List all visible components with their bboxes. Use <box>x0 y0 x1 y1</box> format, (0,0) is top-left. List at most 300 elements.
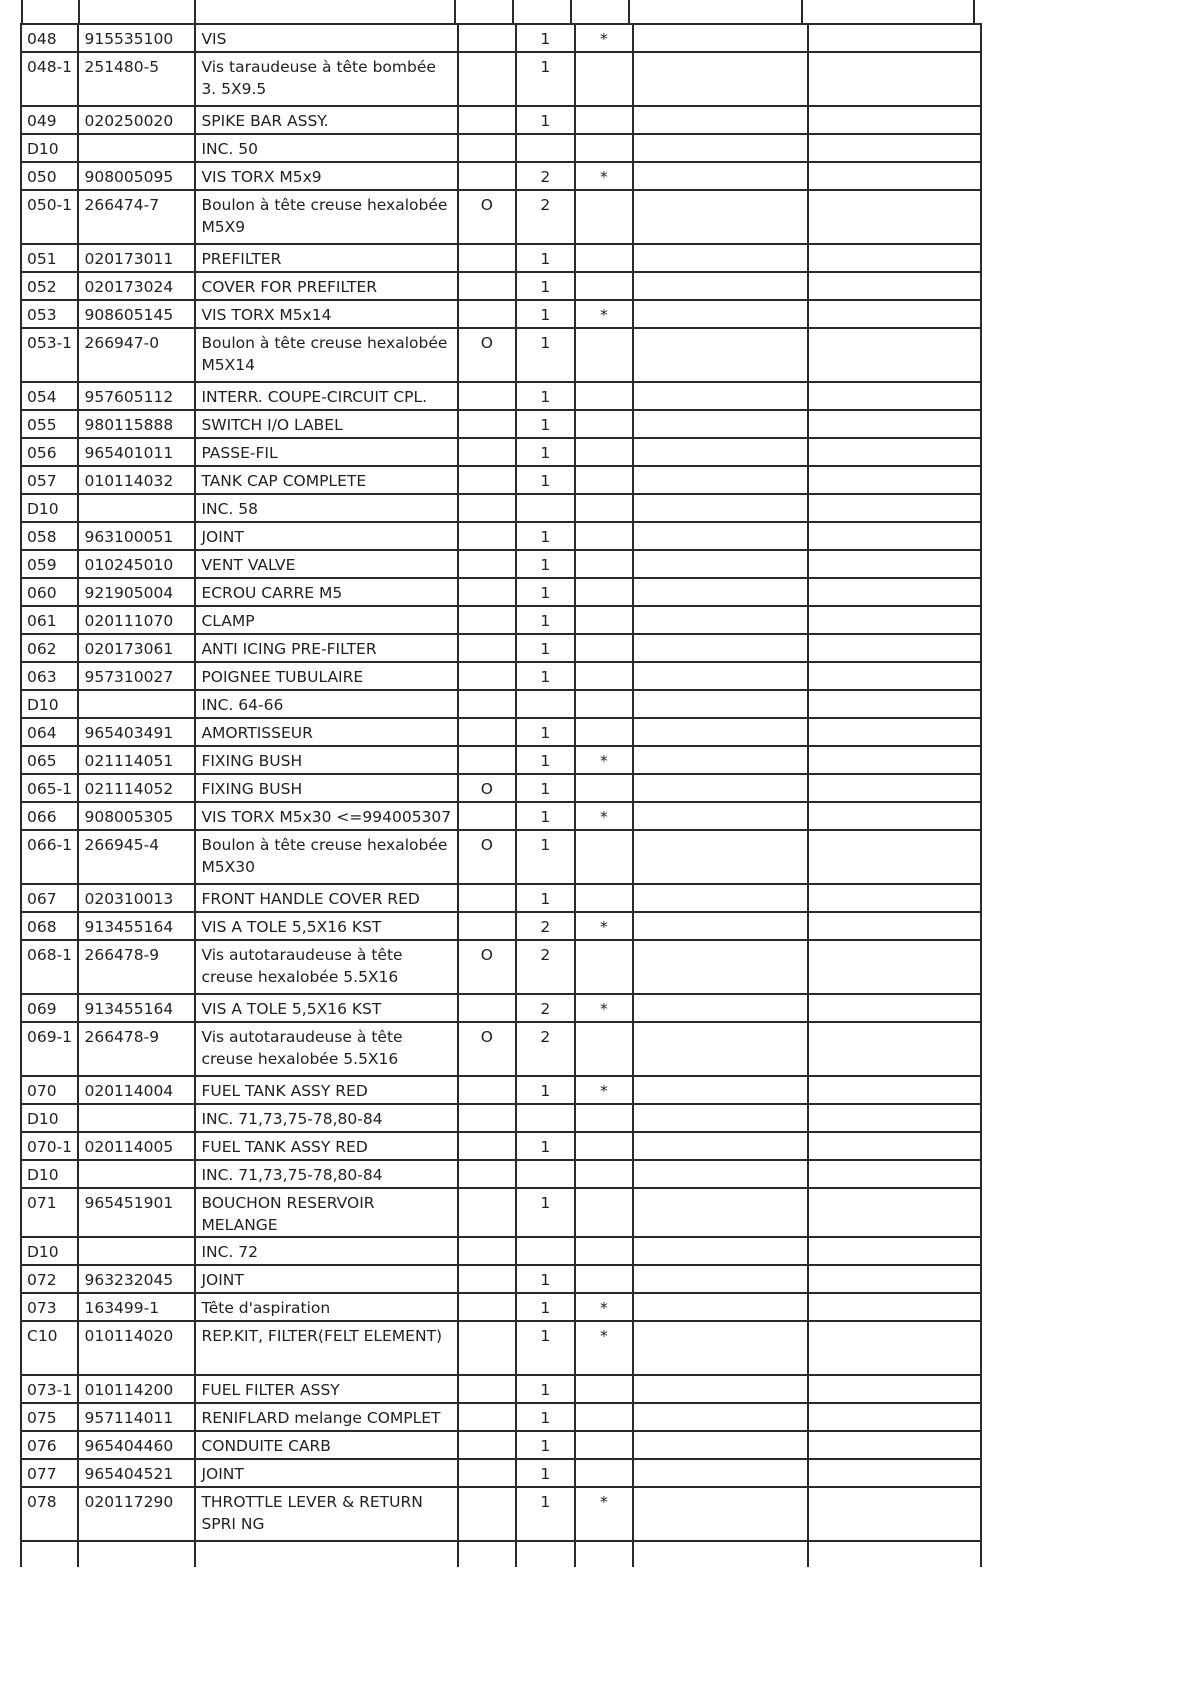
marker-cell <box>575 1459 633 1487</box>
description-cell: Boulon à tête creuse hexalobée M5X30 <box>195 830 457 884</box>
description-cell: FUEL FILTER ASSY <box>195 1375 457 1403</box>
marker-cell: * <box>575 912 633 940</box>
empty-cell <box>633 1321 807 1375</box>
marker-cell <box>575 328 633 382</box>
table-top-rule <box>570 0 572 23</box>
part-number-cell: 020117290 <box>78 1487 195 1541</box>
description-cell: FUEL TANK ASSY RED <box>195 1076 457 1104</box>
empty-cell <box>808 1188 981 1237</box>
option-cell <box>458 410 516 438</box>
empty-cell <box>808 1132 981 1160</box>
description-cell: Vis autotaraudeuse à tête creuse hexalobée 5.5X16 <box>195 940 457 994</box>
description-cell: INTERR. COUPE-CIRCUIT CPL. <box>195 382 457 410</box>
description-cell: VIS A TOLE 5,5X16 KST <box>195 994 457 1022</box>
part-number-cell: 908605145 <box>78 300 195 328</box>
quantity-cell: 1 <box>516 550 574 578</box>
table-row <box>21 300 981 328</box>
option-cell <box>458 912 516 940</box>
table-top-rule <box>801 0 803 23</box>
marker-cell <box>575 690 633 718</box>
empty-cell <box>633 1188 807 1237</box>
option-cell <box>458 522 516 550</box>
empty-cell <box>808 1487 981 1541</box>
empty-cell <box>808 746 981 774</box>
table-row <box>21 690 981 718</box>
option-cell <box>458 466 516 494</box>
table-row <box>21 466 981 494</box>
empty-cell <box>633 550 807 578</box>
description-cell: ECROU CARRE M5 <box>195 578 457 606</box>
table-row <box>21 134 981 162</box>
empty-cell <box>78 1541 195 1567</box>
table-row <box>21 1132 981 1160</box>
marker-cell <box>575 134 633 162</box>
empty-cell <box>808 52 981 106</box>
empty-cell <box>633 52 807 106</box>
empty-cell <box>808 300 981 328</box>
empty-cell <box>808 1104 981 1132</box>
option-cell <box>458 1459 516 1487</box>
marker-cell <box>575 1375 633 1403</box>
marker-cell <box>575 774 633 802</box>
part-number-cell: 020310013 <box>78 884 195 912</box>
option-cell <box>458 994 516 1022</box>
description-cell: SWITCH I/O LABEL <box>195 410 457 438</box>
quantity-cell: 1 <box>516 106 574 134</box>
quantity-cell: 1 <box>516 884 574 912</box>
empty-cell <box>633 1022 807 1076</box>
part-number-cell <box>78 1160 195 1188</box>
ref-cell: 058 <box>21 522 78 550</box>
ref-cell: D10 <box>21 1237 78 1265</box>
ref-cell: 048-1 <box>21 52 78 106</box>
option-cell <box>458 382 516 410</box>
table-row <box>21 774 981 802</box>
description-cell: PREFILTER <box>195 244 457 272</box>
part-number-cell: 010114200 <box>78 1375 195 1403</box>
description-cell: Vis autotaraudeuse à tête creuse hexalobée 5.5X16 <box>195 1022 457 1076</box>
ref-cell: 066-1 <box>21 830 78 884</box>
quantity-cell: 1 <box>516 328 574 382</box>
table-row <box>21 1022 981 1076</box>
table-row <box>21 550 981 578</box>
part-number-cell: 020250020 <box>78 106 195 134</box>
empty-cell <box>808 522 981 550</box>
empty-cell <box>808 1321 981 1375</box>
part-number-cell: 908005305 <box>78 802 195 830</box>
description-cell: FUEL TANK ASSY RED <box>195 1132 457 1160</box>
empty-cell <box>633 830 807 884</box>
description-cell: Boulon à tête creuse hexalobée M5X9 <box>195 190 457 244</box>
table-top-rule <box>454 0 456 23</box>
empty-cell <box>808 578 981 606</box>
marker-cell: * <box>575 24 633 52</box>
quantity-cell: 1 <box>516 1431 574 1459</box>
part-number-cell: 020111070 <box>78 606 195 634</box>
parts-list-sheet <box>20 23 982 1567</box>
empty-cell <box>633 1541 807 1567</box>
description-cell: INC. 50 <box>195 134 457 162</box>
description-cell: SPIKE BAR ASSY. <box>195 106 457 134</box>
description-cell: Boulon à tête creuse hexalobée M5X14 <box>195 328 457 382</box>
option-cell <box>458 24 516 52</box>
empty-cell <box>633 606 807 634</box>
empty-cell <box>808 190 981 244</box>
table-row <box>21 52 981 106</box>
quantity-cell: 1 <box>516 634 574 662</box>
quantity-cell: 1 <box>516 410 574 438</box>
table-row <box>21 1487 981 1541</box>
empty-cell <box>808 1293 981 1321</box>
marker-cell: * <box>575 746 633 774</box>
empty-cell <box>458 1541 516 1567</box>
description-cell: VENT VALVE <box>195 550 457 578</box>
option-cell <box>458 884 516 912</box>
description-cell: VIS TORX M5x30 <=994005307 <box>195 802 457 830</box>
marker-cell <box>575 1237 633 1265</box>
ref-cell: 056 <box>21 438 78 466</box>
description-cell: ANTI ICING PRE-FILTER <box>195 634 457 662</box>
description-cell: FRONT HANDLE COVER RED <box>195 884 457 912</box>
ref-cell: 065 <box>21 746 78 774</box>
table-row <box>21 1293 981 1321</box>
quantity-cell: 1 <box>516 1132 574 1160</box>
ref-cell: 073-1 <box>21 1375 78 1403</box>
table-row <box>21 190 981 244</box>
description-cell: VIS TORX M5x9 <box>195 162 457 190</box>
marker-cell <box>575 578 633 606</box>
option-cell <box>458 162 516 190</box>
quantity-cell: 1 <box>516 382 574 410</box>
quantity-cell <box>516 1160 574 1188</box>
table-row <box>21 746 981 774</box>
marker-cell <box>575 1403 633 1431</box>
part-number-cell <box>78 494 195 522</box>
parts-table-body <box>21 24 981 1567</box>
empty-cell <box>633 328 807 382</box>
ref-cell: 067 <box>21 884 78 912</box>
marker-cell: * <box>575 1293 633 1321</box>
part-number-cell: 266947-0 <box>78 328 195 382</box>
empty-cell <box>808 690 981 718</box>
marker-cell: * <box>575 802 633 830</box>
quantity-cell <box>516 690 574 718</box>
ref-cell: 054 <box>21 382 78 410</box>
part-number-cell: 266478-9 <box>78 940 195 994</box>
description-cell: Vis taraudeuse à tête bombée 3. 5X9.5 <box>195 52 457 106</box>
description-cell: COVER FOR PREFILTER <box>195 272 457 300</box>
ref-cell: D10 <box>21 1104 78 1132</box>
empty-cell <box>808 662 981 690</box>
empty-cell <box>808 410 981 438</box>
table-row <box>21 244 981 272</box>
empty-cell <box>808 162 981 190</box>
marker-cell <box>575 410 633 438</box>
quantity-cell: 1 <box>516 1459 574 1487</box>
option-cell <box>458 1132 516 1160</box>
option-cell <box>458 1375 516 1403</box>
ref-cell: 063 <box>21 662 78 690</box>
ref-cell: 050-1 <box>21 190 78 244</box>
part-number-cell: 020173061 <box>78 634 195 662</box>
empty-cell <box>633 134 807 162</box>
empty-cell <box>808 1076 981 1104</box>
empty-cell <box>808 438 981 466</box>
part-number-cell: 020114005 <box>78 1132 195 1160</box>
ref-cell: 062 <box>21 634 78 662</box>
table-row <box>21 328 981 382</box>
empty-cell <box>808 802 981 830</box>
part-number-cell: 963100051 <box>78 522 195 550</box>
empty-cell <box>633 382 807 410</box>
empty-cell <box>808 1022 981 1076</box>
part-number-cell: 251480-5 <box>78 52 195 106</box>
description-cell: INC. 58 <box>195 494 457 522</box>
quantity-cell: 1 <box>516 438 574 466</box>
table-row <box>21 1403 981 1431</box>
table-top-rule <box>194 0 196 23</box>
ref-cell: 065-1 <box>21 774 78 802</box>
option-cell: O <box>458 190 516 244</box>
description-cell: FIXING BUSH <box>195 746 457 774</box>
description-cell: THROTTLE LEVER & RETURN SPRI NG <box>195 1487 457 1541</box>
description-cell: VIS A TOLE 5,5X16 KST <box>195 912 457 940</box>
marker-cell <box>575 662 633 690</box>
quantity-cell <box>516 494 574 522</box>
option-cell <box>458 746 516 774</box>
description-cell: POIGNEE TUBULAIRE <box>195 662 457 690</box>
empty-cell <box>633 466 807 494</box>
option-cell <box>458 1431 516 1459</box>
empty-cell <box>808 940 981 994</box>
option-cell: O <box>458 328 516 382</box>
option-cell <box>458 1188 516 1237</box>
option-cell <box>458 244 516 272</box>
marker-cell <box>575 494 633 522</box>
empty-cell <box>808 328 981 382</box>
option-cell <box>458 634 516 662</box>
marker-cell: * <box>575 1076 633 1104</box>
parts-table <box>20 23 982 1567</box>
description-cell: PASSE-FIL <box>195 438 457 466</box>
empty-cell <box>633 1487 807 1541</box>
quantity-cell: 1 <box>516 1487 574 1541</box>
part-number-cell: 963232045 <box>78 1265 195 1293</box>
empty-cell <box>633 1132 807 1160</box>
marker-cell <box>575 550 633 578</box>
ref-cell: 055 <box>21 410 78 438</box>
table-row <box>21 994 981 1022</box>
option-cell <box>458 300 516 328</box>
empty-cell <box>633 662 807 690</box>
table-row <box>21 1104 981 1132</box>
table-row <box>21 884 981 912</box>
ref-cell: 069-1 <box>21 1022 78 1076</box>
ref-cell: C10 <box>21 1321 78 1375</box>
empty-cell <box>808 24 981 52</box>
table-row <box>21 1265 981 1293</box>
quantity-cell: 1 <box>516 830 574 884</box>
quantity-cell: 1 <box>516 1188 574 1237</box>
marker-cell <box>575 830 633 884</box>
part-number-cell: 163499-1 <box>78 1293 195 1321</box>
table-row <box>21 578 981 606</box>
ref-cell: 078 <box>21 1487 78 1541</box>
marker-cell <box>575 466 633 494</box>
empty-cell <box>633 300 807 328</box>
ref-cell: 052 <box>21 272 78 300</box>
quantity-cell: 1 <box>516 1375 574 1403</box>
ref-cell: 070 <box>21 1076 78 1104</box>
part-number-cell: 913455164 <box>78 912 195 940</box>
description-cell: INC. 71,73,75-78,80-84 <box>195 1160 457 1188</box>
marker-cell <box>575 1104 633 1132</box>
quantity-cell: 1 <box>516 1403 574 1431</box>
ref-cell: 071 <box>21 1188 78 1237</box>
empty-cell <box>633 24 807 52</box>
description-cell: JOINT <box>195 522 457 550</box>
ref-cell: 053 <box>21 300 78 328</box>
marker-cell <box>575 1160 633 1188</box>
part-number-cell: 020114004 <box>78 1076 195 1104</box>
quantity-cell: 1 <box>516 300 574 328</box>
ref-cell: 073 <box>21 1293 78 1321</box>
empty-cell <box>808 1265 981 1293</box>
marker-cell: * <box>575 300 633 328</box>
marker-cell <box>575 1022 633 1076</box>
empty-cell <box>633 1459 807 1487</box>
table-row <box>21 634 981 662</box>
table-row <box>21 494 981 522</box>
description-cell: RENIFLARD melange COMPLET <box>195 1403 457 1431</box>
empty-cell <box>808 606 981 634</box>
description-cell: INC. 71,73,75-78,80-84 <box>195 1104 457 1132</box>
table-row <box>21 1076 981 1104</box>
part-number-cell: 908005095 <box>78 162 195 190</box>
description-cell: JOINT <box>195 1265 457 1293</box>
option-cell <box>458 438 516 466</box>
marker-cell <box>575 52 633 106</box>
table-top-rule <box>512 0 514 23</box>
description-cell: JOINT <box>195 1459 457 1487</box>
quantity-cell: 1 <box>516 244 574 272</box>
table-row <box>21 1237 981 1265</box>
empty-cell <box>808 272 981 300</box>
part-number-cell <box>78 690 195 718</box>
marker-cell <box>575 1188 633 1237</box>
part-number-cell: 980115888 <box>78 410 195 438</box>
description-cell: BOUCHON RESERVOIR MELANGE <box>195 1188 457 1237</box>
empty-cell <box>808 1403 981 1431</box>
table-row <box>21 410 981 438</box>
empty-cell <box>808 884 981 912</box>
empty-cell <box>633 272 807 300</box>
part-number-cell: 957605112 <box>78 382 195 410</box>
part-number-cell: 921905004 <box>78 578 195 606</box>
part-number-cell: 010245010 <box>78 550 195 578</box>
empty-cell <box>633 1104 807 1132</box>
table-top-rule <box>21 0 23 23</box>
table-row <box>21 718 981 746</box>
empty-cell <box>633 884 807 912</box>
empty-cell <box>633 912 807 940</box>
quantity-cell: 1 <box>516 774 574 802</box>
ref-cell: D10 <box>21 1160 78 1188</box>
part-number-cell: 021114051 <box>78 746 195 774</box>
part-number-cell: 010114020 <box>78 1321 195 1375</box>
empty-cell <box>808 134 981 162</box>
empty-cell <box>808 912 981 940</box>
option-cell: O <box>458 940 516 994</box>
quantity-cell <box>516 1237 574 1265</box>
empty-cell <box>633 1403 807 1431</box>
empty-cell <box>633 162 807 190</box>
option-cell <box>458 1160 516 1188</box>
option-cell <box>458 1265 516 1293</box>
description-cell: CONDUITE CARB <box>195 1431 457 1459</box>
ref-cell: 076 <box>21 1431 78 1459</box>
ref-cell: 072 <box>21 1265 78 1293</box>
table-row <box>21 802 981 830</box>
quantity-cell: 1 <box>516 718 574 746</box>
ref-cell: 064 <box>21 718 78 746</box>
description-cell: REP.KIT, FILTER(FELT ELEMENT) <box>195 1321 457 1375</box>
table-row <box>21 382 981 410</box>
quantity-cell: 1 <box>516 1265 574 1293</box>
empty-cell <box>808 244 981 272</box>
empty-cell <box>808 466 981 494</box>
ref-cell: 061 <box>21 606 78 634</box>
quantity-cell: 2 <box>516 912 574 940</box>
empty-cell <box>633 578 807 606</box>
table-row <box>21 522 981 550</box>
description-cell: CLAMP <box>195 606 457 634</box>
marker-cell <box>575 1132 633 1160</box>
part-number-cell <box>78 1237 195 1265</box>
description-cell: INC. 72 <box>195 1237 457 1265</box>
empty-cell <box>633 494 807 522</box>
table-top-rule <box>973 0 975 23</box>
description-cell: INC. 64-66 <box>195 690 457 718</box>
option-cell <box>458 494 516 522</box>
part-number-cell: 021114052 <box>78 774 195 802</box>
table-top-rule <box>628 0 630 23</box>
marker-cell <box>575 244 633 272</box>
empty-cell <box>633 774 807 802</box>
quantity-cell: 1 <box>516 746 574 774</box>
table-row <box>21 662 981 690</box>
empty-cell <box>633 410 807 438</box>
quantity-cell: 2 <box>516 1022 574 1076</box>
empty-cell <box>808 830 981 884</box>
empty-cell <box>808 718 981 746</box>
option-cell <box>458 106 516 134</box>
part-number-cell: 965404521 <box>78 1459 195 1487</box>
description-cell: Tête d'aspiration <box>195 1293 457 1321</box>
quantity-cell: 2 <box>516 994 574 1022</box>
ref-cell: D10 <box>21 690 78 718</box>
quantity-cell: 2 <box>516 162 574 190</box>
empty-cell <box>808 106 981 134</box>
empty-cell <box>195 1541 457 1567</box>
quantity-cell <box>516 1104 574 1132</box>
empty-cell <box>808 550 981 578</box>
description-cell: AMORTISSEUR <box>195 718 457 746</box>
option-cell <box>458 1076 516 1104</box>
empty-cell <box>633 940 807 994</box>
marker-cell <box>575 1431 633 1459</box>
marker-cell: * <box>575 162 633 190</box>
